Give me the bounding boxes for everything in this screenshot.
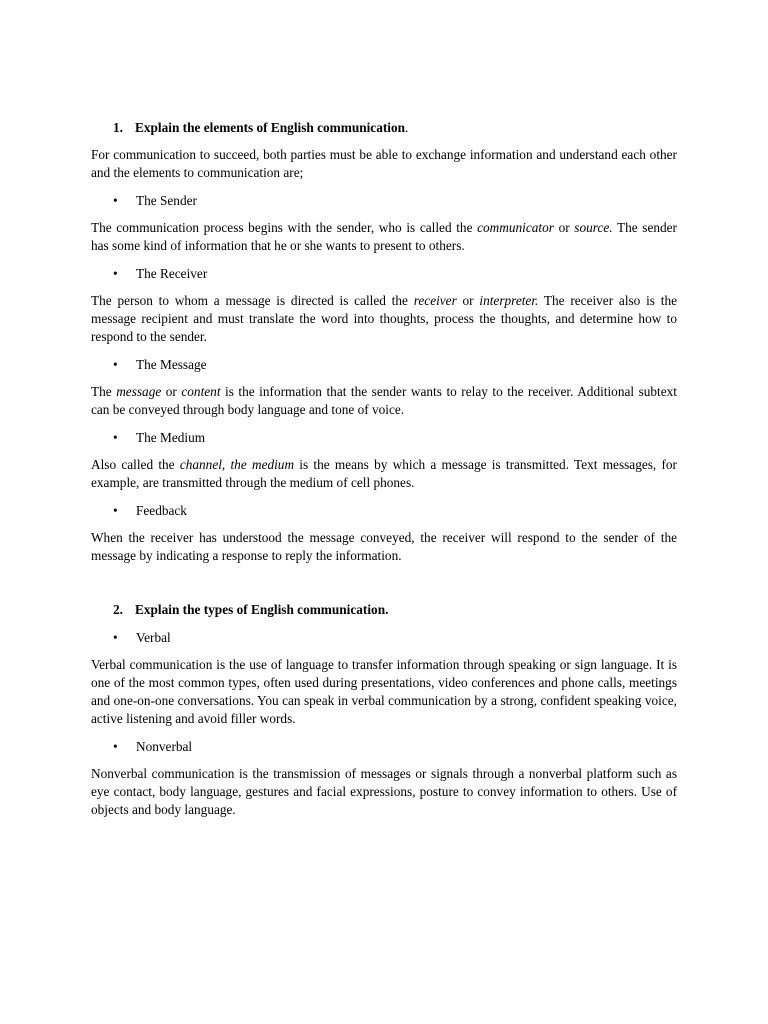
bullet-label: Verbal [136, 630, 171, 645]
section1-title-end: . [405, 120, 409, 135]
bullet-label: The Medium [136, 430, 206, 445]
receiver-text-1: The person to whom a message is directed is called the [91, 293, 414, 308]
section1-number: 1. [113, 120, 123, 135]
medium-text-2: is the means by which a message is transmitted. Text messages, for example, are transmitted through the medium of cell phones. [91, 457, 677, 490]
receiver-text-3: The receiver also is the message recipient and must translate the word into thoughts, process the thoughts, and determine how to respond to the sender. [91, 293, 677, 344]
bullet-the-medium [91, 429, 677, 447]
bullet-dot: • [113, 503, 118, 518]
bullet-label: Nonverbal [136, 739, 193, 754]
bullet-the-message [91, 356, 677, 374]
bullet-label: The Message [136, 357, 207, 372]
receiver-emphasis-1: receiver [413, 293, 457, 308]
bullet-dot: • [113, 193, 118, 208]
feedback-paragraph: When the receiver has understood the message conveyed, the receiver will respond to the sender of the message by indicating a response to reply the information. [91, 530, 677, 563]
section1-title: Explain the elements of English communication [135, 120, 406, 135]
bullet-dot: • [113, 739, 118, 754]
bullet-the-sender [91, 192, 677, 210]
medium-paragraph [91, 456, 677, 492]
bullet-nonverbal [91, 738, 677, 756]
bullet-dot: • [113, 630, 118, 645]
sender-text-2: or [553, 220, 575, 235]
receiver-text-2: or [456, 293, 480, 308]
bullet-dot: • [113, 266, 118, 281]
message-text-2: or [161, 384, 182, 399]
message-paragraph [91, 383, 677, 419]
bullet-label: Feedback [136, 503, 187, 518]
bullet-the-receiver [91, 265, 677, 283]
message-text-1: The [91, 384, 117, 399]
sender-text-1: The communication process begins with the sender, who is called the [91, 220, 478, 235]
bullet-dot: • [113, 357, 118, 372]
medium-emphasis-1: channel, the medium [179, 457, 295, 472]
section2-number: 2. [113, 602, 123, 617]
verbal-paragraph: Verbal communication is the use of language to transfer information through speaking or sign language. It is one of the most common types, often used during presentations, video conferences and phone calls, meetings and one-on-one conversations. You can speak in verbal communication by a strong, confident speaking voice, active listening and avoid filler words. [91, 657, 677, 726]
message-text-3: is the information that the sender wants to relay to the receiver. Additional subtext can be conveyed through body language and tone of voice. [91, 384, 677, 417]
message-emphasis-1: message [116, 384, 162, 399]
bullet-dot: • [113, 430, 118, 445]
sender-emphasis-1: communicator [477, 220, 554, 235]
section1-heading [91, 119, 677, 137]
bullet-label: The Sender [136, 193, 197, 208]
receiver-emphasis-2: interpreter. [479, 293, 539, 308]
bullet-label: The Receiver [136, 266, 208, 281]
bullet-feedback [91, 502, 677, 520]
section2-heading [91, 601, 677, 619]
section1-intro: For communication to succeed, both parties must be able to exchange information and understand each other and the elements to communication are; [91, 147, 677, 180]
message-emphasis-2: content [181, 384, 221, 399]
sender-text-3: The sender has some kind of information that he or she wants to present to others. [91, 220, 677, 253]
sender-emphasis-2: source. [574, 220, 613, 235]
bullet-verbal [91, 629, 677, 647]
medium-text-1: Also called the [91, 457, 180, 472]
section2-title: Explain the types of English communication. [135, 602, 389, 617]
receiver-paragraph [91, 292, 677, 346]
nonverbal-paragraph: Nonverbal communication is the transmission of messages or signals through a nonverbal platform such as eye contact, body language, gestures and facial expressions, posture to convey information to others. Use of objects and body language. [91, 766, 677, 817]
sender-paragraph [91, 219, 677, 255]
